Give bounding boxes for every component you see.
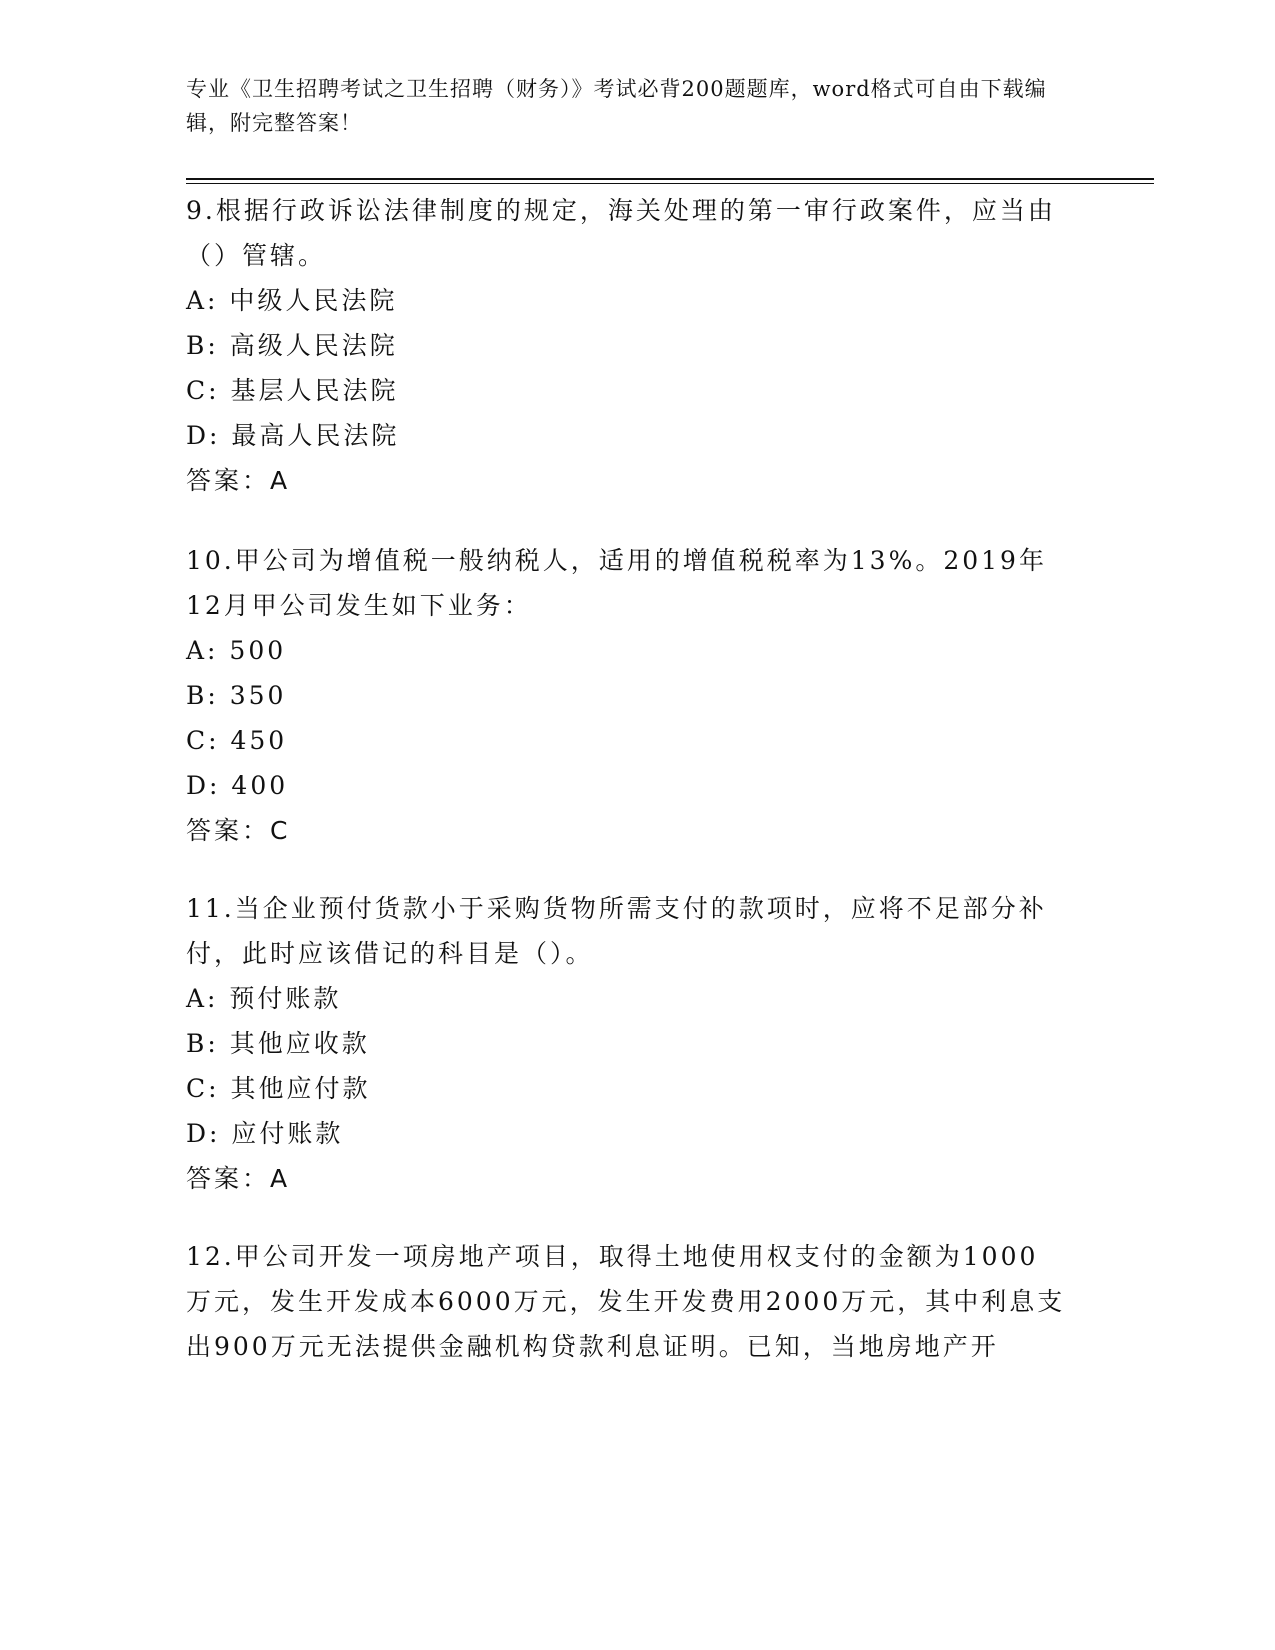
option-a: A: 中级人民法院 — [186, 286, 398, 315]
question-12 — [186, 1234, 1066, 1369]
option-c: C: 基层人民法院 — [186, 376, 399, 405]
question-11 — [186, 886, 1066, 1201]
question-10 — [186, 538, 1066, 853]
option-b: B: 高级人民法院 — [186, 331, 398, 360]
option-a: A: 预付账款 — [186, 984, 342, 1013]
document-header: 专业《卫生招聘考试之卫生招聘（财务）》考试必背200题题库，word格式可自由下载编辑，附完整答案！ — [186, 77, 1047, 135]
option-b: B: 其他应收款 — [186, 1029, 370, 1058]
option-a: A: 500 — [186, 636, 287, 665]
answer-label: 答案：A — [186, 466, 291, 495]
answer-label: 答案：A — [186, 1164, 291, 1193]
question-stem: 9.根据行政诉讼法律制度的规定，海关处理的第一审行政案件，应当由（）管辖。 — [186, 196, 1056, 270]
header-divider-thick — [186, 178, 1154, 180]
answer-label: 答案：C — [186, 816, 291, 845]
header-divider-thin — [186, 183, 1154, 184]
question-stem: 11.当企业预付货款小于采购货物所需支付的款项时，应将不足部分补付，此时应该借记的科目是（）。 — [186, 894, 1047, 968]
question-9 — [186, 188, 1066, 503]
option-d: D: 400 — [186, 771, 289, 800]
option-d: D: 最高人民法院 — [186, 421, 400, 450]
option-b: B: 350 — [186, 681, 287, 710]
option-c: C: 450 — [186, 726, 288, 755]
option-d: D: 应付账款 — [186, 1119, 344, 1148]
question-stem: 10.甲公司为增值税一般纳税人，适用的增值税税率为13%。2019年12月甲公司发生如下业务： — [186, 546, 1047, 620]
question-stem: 12.甲公司开发一项房地产项目，取得土地使用权支付的金额为1000万元，发生开发成本6000万元，发生开发费用2000万元，其中利息支出900万元无法提供金融机构贷款利息证明。已知，当地房地产开 — [186, 1242, 1066, 1361]
option-c: C: 其他应付款 — [186, 1074, 371, 1103]
